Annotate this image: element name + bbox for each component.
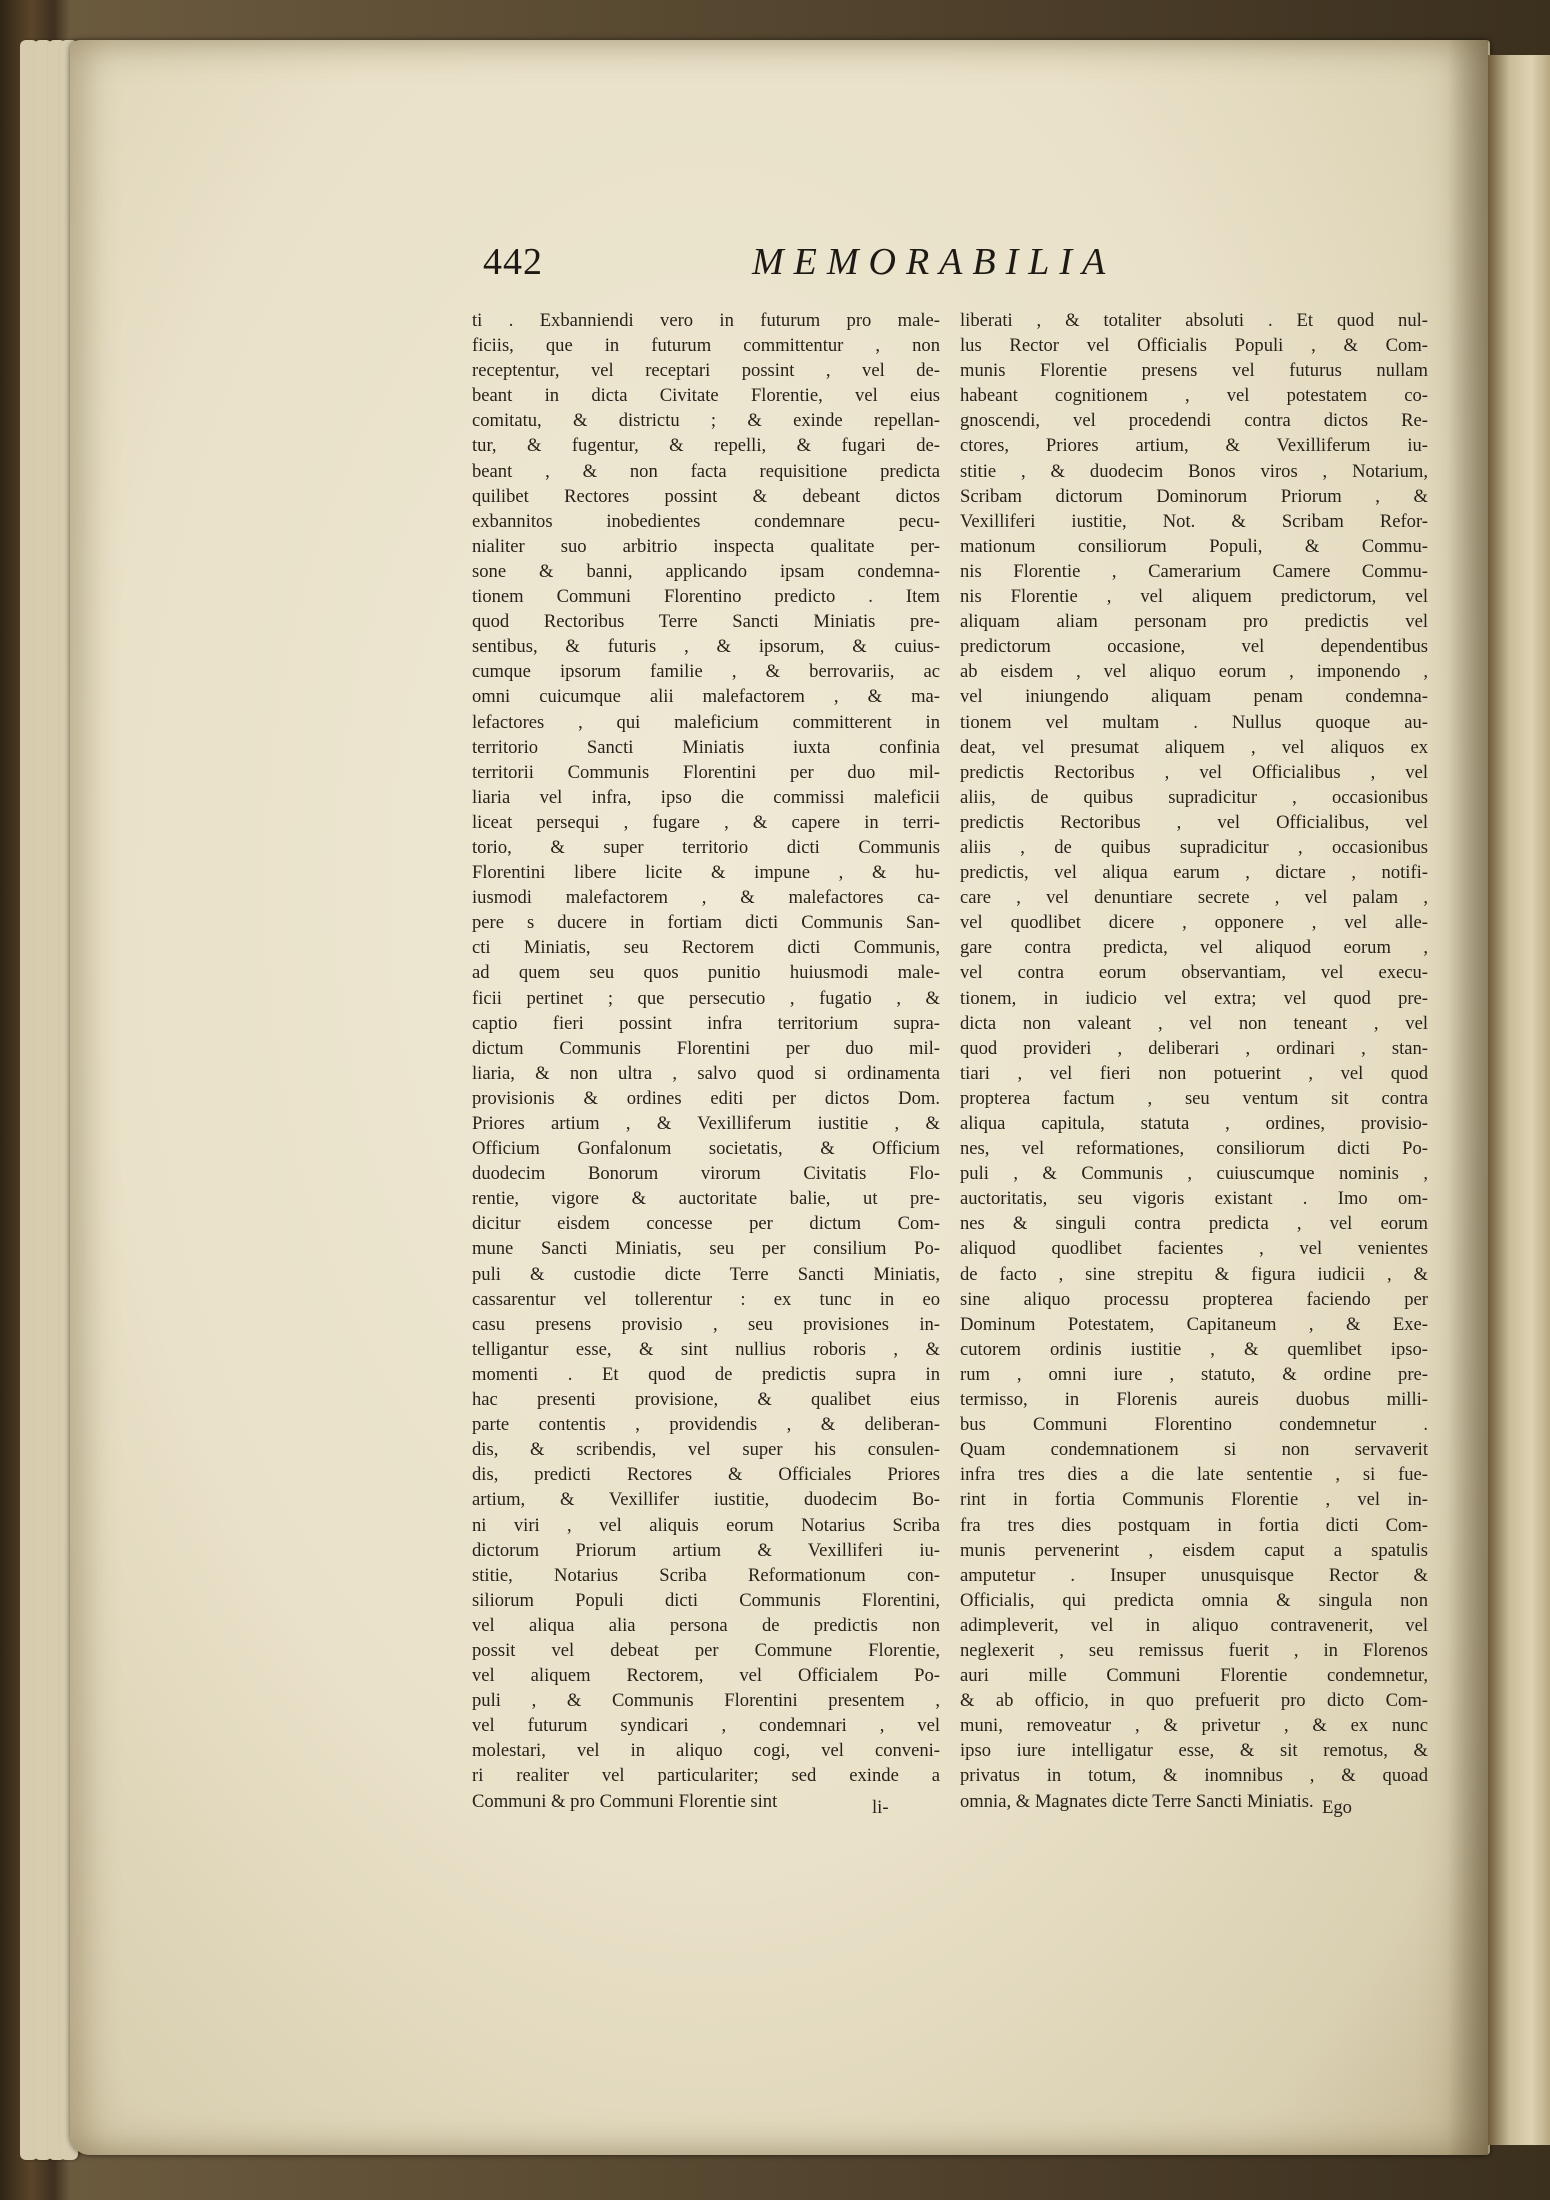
text-line: provisionis & ordines editi per dictos Dom. (472, 1087, 940, 1109)
text-line: ficii pertinet ; que persecutio , fugatio , & (472, 987, 940, 1009)
text-line: vel iniungendo aliquam penam condemna- (960, 686, 1428, 708)
text-line: aliis, de quibus supradicitur , occasionibus (960, 786, 1428, 808)
running-title: MEMORABILIA (752, 241, 1116, 283)
text-line: amputetur . Insuper unusquisque Rector & (960, 1564, 1428, 1586)
text-line: dictorum Priorum artium & Vexilliferi iu- (472, 1539, 940, 1561)
text-line: liberati , & totaliter absoluti . Et quod nul- (960, 310, 1428, 331)
text-line: quod Rectoribus Terre Sancti Miniatis pre- (472, 611, 940, 633)
text-line: Florentini libere licite & impune , & hu- (472, 862, 940, 884)
text-line: puli , & Communis Florentini presentem , (472, 1690, 940, 1712)
text-line: tionem, in iudicio vel extra; vel quod pre- (960, 987, 1428, 1009)
text-line: & ab officio, in quo prefuerit pro dicto Com- (960, 1690, 1428, 1712)
text-line: Vexilliferi iustitie, Not. & Scribam Refor- (960, 510, 1428, 532)
text-line: hac presenti provisione, & qualibet eius (472, 1389, 940, 1411)
text-line: cutorem ordinis iustitie , & quemlibet ipso- (960, 1338, 1428, 1360)
text-line: cumque ipsorum familie , & berrovariis, ac (472, 661, 940, 683)
text-line: omnia, & Magnates dicte Terre Sancti Miniatis. (960, 1790, 1314, 1812)
text-line: ab eisdem , vel aliquo eorum , imponendo , (960, 661, 1428, 683)
text-line: sone & banni, applicando ipsam condemna- (472, 560, 940, 582)
text-line: gare contra predicta, vel aliquod eorum , (960, 937, 1428, 959)
text-line: predictis Rectoribus , vel Officialibus , vel (960, 761, 1428, 783)
text-line: tionem vel multam . Nullus quoque au- (960, 711, 1428, 733)
text-line: nes, vel reformationes, consiliorum dicti Po- (960, 1138, 1428, 1160)
text-line: dis, & scribendis, vel super his consulen- (472, 1439, 940, 1461)
text-line: lus Rector vel Officialis Populi , & Com- (960, 335, 1428, 357)
text-line: liaria, & non ultra , salvo quod si ordinamenta (472, 1062, 940, 1084)
catchword-right: Ego (1322, 1797, 1352, 1818)
text-line: telligantur esse, & sint nullius roboris , & (472, 1338, 940, 1360)
text-line: rentie, vigore & auctoritate balie, ut pre- (472, 1188, 940, 1210)
text-line: liaria vel infra, ipso die commissi maleficii (472, 786, 940, 808)
text-line: nis Florentie , Camerarium Camere Commu- (960, 560, 1428, 582)
text-line: Officium Gonfalonum societatis, & Officium (472, 1138, 940, 1160)
text-line: vel aliqua alia persona de predictis non (472, 1614, 940, 1636)
text-line: tiari , vel fieri non potuerint , vel quod (960, 1062, 1428, 1084)
text-line: termisso, in Florenis aureis duobus milli- (960, 1389, 1428, 1411)
text-line: exbannitos inobedientes condemnare pecu- (472, 510, 940, 532)
text-line: vel quodlibet dicere , opponere , vel alle- (960, 912, 1428, 934)
text-line: Officialis, qui predicta omnia & singula non (960, 1589, 1428, 1611)
text-line: care , vel denuntiare secrete , vel palam , (960, 887, 1428, 909)
text-line: territorii Communis Florentini per duo mil- (472, 761, 940, 783)
text-line: predictis, vel aliqua earum , dictare , notifi- (960, 862, 1428, 884)
text-line: Priores artium , & Vexilliferum iustitie , & (472, 1113, 940, 1134)
text-line: ipso iure intelligatur esse, & sit remotus, & (960, 1740, 1428, 1762)
text-line: fra tres dies postquam in fortia dicti Com- (960, 1514, 1428, 1536)
text-line: liceat persequi , fugare , & capere in terri- (472, 811, 940, 833)
text-line: tur, & fugentur, & repelli, & fugari de- (472, 435, 940, 457)
text-line: momenti . Et quod de predictis supra in (472, 1363, 940, 1385)
text-line: tionem Communi Florentino predicto . Item (472, 586, 940, 608)
text-line: molestari, vel in aliquo cogi, vel conveni- (472, 1740, 940, 1762)
text-line: casu presens provisio , seu provisiones in- (472, 1313, 940, 1335)
text-line: ri realiter vel particulariter; sed exinde a (472, 1765, 940, 1787)
text-line: predictorum occasione, vel dependentibus (960, 636, 1428, 658)
catchword-left: li- (872, 1797, 889, 1818)
text-line: Scribam dictorum Dominorum Priorum , & (960, 485, 1428, 507)
text-line: cassarentur vel tollerentur : ex tunc in eo (472, 1288, 940, 1310)
text-line: privatus in totum, & inomnibus , & quoad (960, 1765, 1428, 1787)
text-line: munis Florentie presens vel futurus nullam (960, 360, 1428, 382)
text-line: dicta non valeant , vel non teneant , vel (960, 1012, 1428, 1034)
text-line: Quam condemnationem si non servaverit (960, 1439, 1428, 1461)
gutter-shadow (1448, 40, 1488, 2155)
adjacent-page-edge (1488, 55, 1550, 2145)
text-line: dis, predicti Rectores & Officiales Priores (472, 1464, 940, 1486)
text-line: habeant cognitionem , vel potestatem co- (960, 385, 1428, 407)
text-line: sine aliquo processu propterea faciendo per (960, 1288, 1428, 1310)
text-line: omni cuicumque alii malefactorem , & ma- (472, 686, 940, 708)
text-line: aliqua capitula, statuta , ordines, provisio- (960, 1113, 1428, 1134)
left-text-column (472, 308, 940, 1814)
text-line: rint in fortia Communis Florentie , vel in- (960, 1489, 1428, 1511)
text-line: neglexerit , seu remissus fuerit , in Florenos (960, 1639, 1428, 1661)
page-header (0, 240, 1550, 300)
text-line: iusmodi malefactorem , & malefactores ca- (472, 887, 940, 909)
text-line: de facto , sine strepitu & figura iudicii , & (960, 1263, 1428, 1285)
text-line: captio fieri possint infra territorium supra- (472, 1012, 940, 1034)
text-line: propterea factum , seu ventum sit contra (960, 1087, 1428, 1109)
text-line: infra tres dies a die late sententie , si fue- (960, 1464, 1428, 1486)
text-line: vel contra eorum observantiam, vel execu- (960, 962, 1428, 984)
text-line: muni, removeatur , & privetur , & ex nunc (960, 1715, 1428, 1737)
text-line: stitie, Notarius Scriba Reformationum con- (472, 1564, 940, 1586)
text-line: pere s ducere in fortiam dicti Communis San- (472, 912, 940, 934)
text-line: mune Sancti Miniatis, seu per consilium Po- (472, 1238, 940, 1260)
text-line: vel aliquem Rectorem, vel Officialem Po- (472, 1665, 940, 1687)
text-line: ficiis, que in futurum committentur , non (472, 335, 940, 357)
text-line: siliorum Populi dicti Communis Florentini, (472, 1589, 940, 1611)
text-line: bus Communi Florentino condemnetur . (960, 1414, 1428, 1436)
text-line: aliquam aliam personam pro predictis vel (960, 611, 1428, 633)
text-line: vel futurum syndicari , condemnari , vel (472, 1715, 940, 1737)
text-line: nialiter suo arbitrio inspecta qualitate per- (472, 535, 940, 557)
text-line: ni viri , vel aliquis eorum Notarius Scriba (472, 1514, 940, 1536)
text-line: comitatu, & districtu ; & exinde repellan- (472, 410, 940, 432)
text-line: Communi & pro Communi Florentie sint (472, 1790, 778, 1812)
text-line: nes & singuli contra predicta , vel eorum (960, 1213, 1428, 1235)
text-line: cti Miniatis, seu Rectorem dicti Communis, (472, 937, 940, 959)
text-line: receptentur, vel receptari possint , vel de- (472, 360, 940, 382)
text-line: deat, vel presumat aliquem , vel aliquos ex (960, 736, 1428, 758)
text-line: ctores, Priores artium, & Vexilliferum iu- (960, 435, 1428, 457)
text-line: torio, & super territorio dicti Communis (472, 836, 940, 858)
text-line: auri mille Communi Florentie condemnetur, (960, 1665, 1428, 1687)
text-line: puli , & Communis , cuiuscumque nominis , (960, 1163, 1428, 1185)
text-line: artium, & Vexillifer iustitie, duodecim Bo- (472, 1489, 940, 1511)
text-line: territorio Sancti Miniatis iuxta confinia (472, 736, 940, 758)
text-line: predictis Rectoribus , vel Officialibus, vel (960, 811, 1428, 833)
text-line: beant , & non facta requisitione predicta (472, 460, 940, 482)
text-line: Dominum Potestatem, Capitaneum , & Exe- (960, 1313, 1428, 1335)
text-line: lefactores , qui maleficium committerent in (472, 711, 940, 733)
text-line: adimpleverit, vel in aliquo contravenerit, vel (960, 1614, 1428, 1636)
text-line: aliis , de quibus supradicitur , occasionibus (960, 836, 1428, 858)
text-line: aliquod quodlibet facientes , vel venientes (960, 1238, 1428, 1260)
right-text-column (960, 308, 1428, 1814)
text-line: beant in dicta Civitate Florentie, vel eius (472, 385, 940, 407)
text-line: stitie , & duodecim Bonos viros , Notarium, (960, 460, 1428, 482)
text-line: ti . Exbanniendi vero in futurum pro male- (472, 310, 940, 331)
text-line: gnoscendi, vel procedendi contra dictos Re- (960, 410, 1428, 432)
text-line: ad quem seu quos punitio huiusmodi male- (472, 962, 940, 984)
text-line: mationum consiliorum Populi, & Commu- (960, 535, 1428, 557)
text-line: puli & custodie dicte Terre Sancti Miniatis, (472, 1263, 940, 1285)
text-line: auctoritatis, seu vigoris existant . Imo om- (960, 1188, 1428, 1210)
text-line: possit vel debeat per Commune Florentie, (472, 1639, 940, 1661)
text-line: munis pervenerint , eisdem caput a spatulis (960, 1539, 1428, 1561)
text-line: dicitur eisdem concesse per dictum Com- (472, 1213, 940, 1235)
text-line: quilibet Rectores possint & debeant dictos (472, 485, 940, 507)
text-line: duodecim Bonorum virorum Civitatis Flo- (472, 1163, 940, 1185)
page-number: 442 (483, 241, 543, 283)
text-line: dictum Communis Florentini per duo mil- (472, 1037, 940, 1059)
text-line: parte contentis , providendis , & deliberan- (472, 1414, 940, 1436)
text-line: nis Florentie , vel aliquem predictorum, vel (960, 586, 1428, 608)
text-line: rum , omni iure , statuto, & ordine pre- (960, 1363, 1428, 1385)
text-line: sentibus, & futuris , & ipsorum, & cuius- (472, 636, 940, 658)
text-line: quod provideri , deliberari , ordinari , stan- (960, 1037, 1428, 1059)
